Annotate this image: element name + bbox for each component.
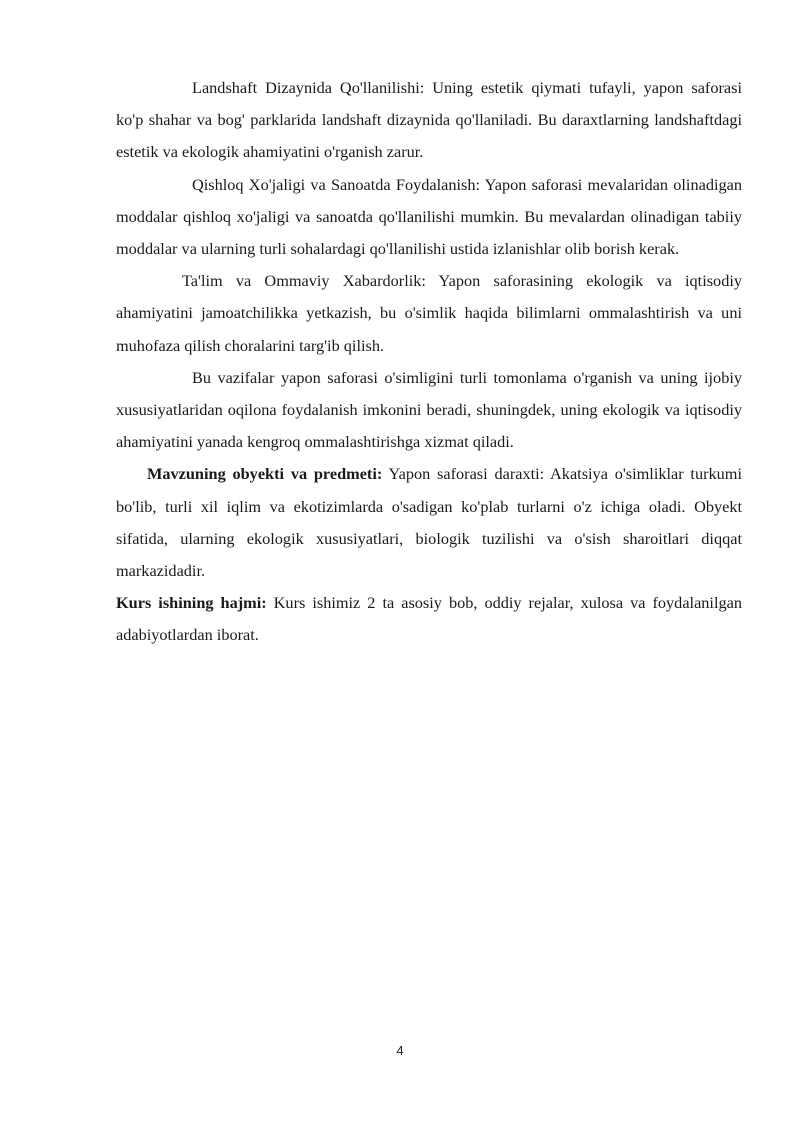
paragraph-text: Bu vazifalar yapon saforasi o'simligini turli tomonlama o'rganish va uning ijobiy xususiyatlaridan oqilona foydalanish imkonini beradi, shuningdek, uning ekologik va iqtisodiy ahamiyatini yanada kengroq ommalashtirishga xizmat qiladi. xyxy=(116,367,742,452)
paragraph-landscape-design xyxy=(116,72,742,169)
paragraph-course-work-volume xyxy=(116,587,742,651)
paragraph-lead-heading: Kurs ishining hajmi: xyxy=(116,593,267,613)
paragraph-education-awareness xyxy=(116,265,742,362)
paragraph-text: Landshaft Dizaynida Qo'llanilishi: Uning estetik qiymati tufayli, yapon saforasi ko'p shahar va bog' parklarida landshaft dizaynida qo'llaniladi. Bu daraxtlarning landshaftdagi estetik va ekologik ahamiyatini o'rganish zarur. xyxy=(116,78,742,162)
paragraph-agriculture-industry xyxy=(116,169,742,266)
paragraph-text: Kurs ishimiz 2 ta asosiy bob, oddiy rejalar, xulosa va foydalanilgan adabiyotlardan iborat. xyxy=(116,593,742,645)
document-page xyxy=(116,72,742,652)
paragraph-text: Yapon saforasi daraxti: Akatsiya o'simliklar turkumi bo'lib, turli xil iqlim va ekotizimlarda o'sadigan ko'plab turlarni o'z ichiga oladi. Obyekt sifatida, ularning ekologik xususiyatlari, biologik tuzilishi va o'sish sharoitlari diqqat markazidadir. xyxy=(116,464,742,581)
paragraph-tasks-summary xyxy=(116,362,742,459)
paragraph-object-subject xyxy=(116,458,742,587)
paragraph-text: Ta'lim va Ommaviy Xabardorlik: Yapon saforasining ekologik va iqtisodiy ahamiyatini jamoatchilikka yetkazish, bu o'simlik haqida bilimlarni ommalashtirish va uni muhofaza qilish choralarini targ'ib qilish. xyxy=(116,271,742,355)
page-number: 4 xyxy=(396,1043,404,1058)
paragraph-text: Qishloq Xo'jaligi va Sanoatda Foydalanish: Yapon saforasi mevalaridan olinadigan moddalar qishloq xo'jaligi va sanoatda qo'llanilishi mumkin. Bu mevalardan olinadigan tabiiy moddalar va ularning turli sohalardagi qo'llanilishi ustida izlanishlar olib borish kerak. xyxy=(116,174,742,259)
paragraph-lead-heading: Mavzuning obyekti va predmeti: xyxy=(147,464,383,484)
